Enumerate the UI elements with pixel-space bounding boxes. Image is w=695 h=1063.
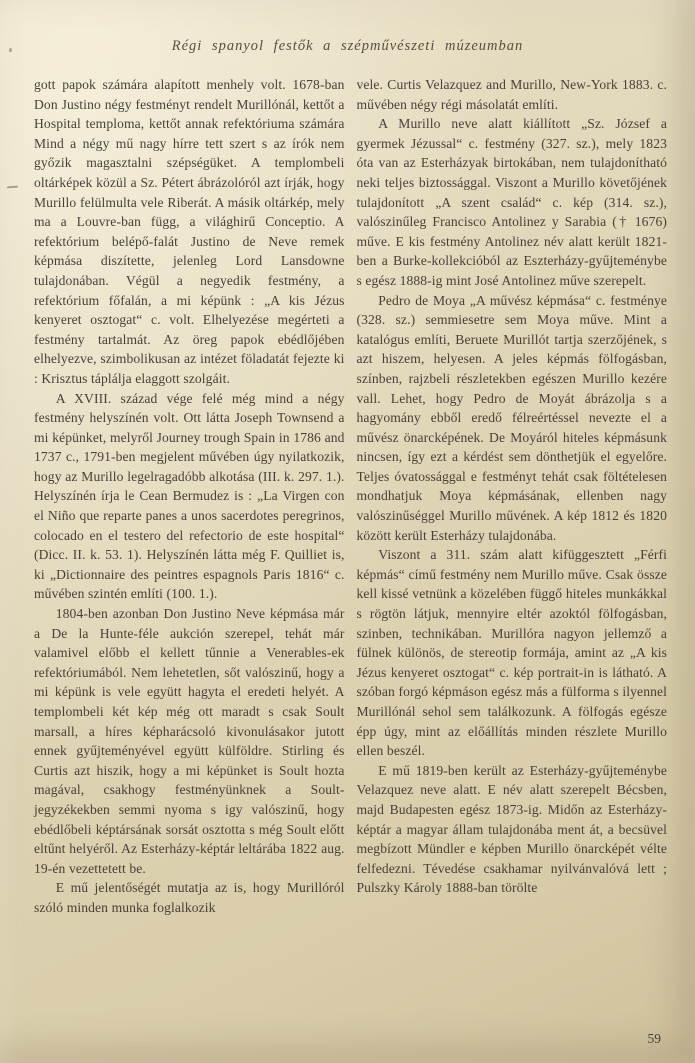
paragraph: A XVIII. század vége felé még mind a négy festmény helyszínén volt. Ott látta Joseph Townsend a mi képünket, melyről Journey trough Spain in 1786 and 1737 c., 1791-ben megjelent művében úgy nyilatkozik, hogy az Murillo legelragadóbb alkotása (III. k. 297. 1.). Helyszínén írja le Cean Bermudez is : „La Virgen con el Niño que reparte panes a unos sacerdotes peregrinos, colocado en el testero del refectorio de este hospital“ (Dicc. II. k. 53. 1). Helyszínén látta még F. Quilliet is, ki „Dictionnaire des peintres espagnols Paris 1816“ c. művében szintén említi (100. 1.).	[34, 390, 345, 602]
page-number: 59	[647, 1031, 661, 1046]
right-column	[357, 75, 668, 918]
paragraph: E mű 1819-ben került az Esterházy-gyűjteménybe Velazquez neve alatt. E név alatt szerepelt Bécsben, majd Budapesten egész 1873-ig. Midőn az Esterházy-képtár a magyar állam tulajdonába ment át, a becsüvel megbízott Mündler e képben Murillo önarcképét vélte felfedezni. Tévedése csakhamar nyilvánvalóvá lett ; Pulszky Károly 1888-ban törölte	[356, 762, 667, 896]
text-columns	[0, 55, 695, 918]
running-header: Régi spanyol festők a szépművészeti múzeumban	[171, 38, 524, 54]
paragraph: A Murillo neve alatt kiállított „Sz. József a gyermek Jézussal“ c. festmény (327. sz.), mely 1823 óta van az Esterházyak birtokában, nem tulajdonítható neki teljes biztossággal. Viszont a Murillo követőjének tulajdonított „A szent család“ c. kép (314. sz.), valószinűleg Francisco Antolinez y Sarabia († 1676) műve. E kis festmény Antolinez név alatt került 1821-ben a Burke-kollekcióból az Eszterházy-gyűjteménybe s egész 1888-ig mint José Antolinez műve szerepelt.	[356, 116, 667, 288]
paragraph: gott papok számára alapított menhely volt. 1678-ban Don Justino négy festményt rendelt Murillónál, kettőt a Hospital temploma, kettőt annak refektóriuma számára Mind a négy mű nagy hírre tett szert s az írók nem győzik magasztalni szépségüket. A templombeli oltárképek közül a Sz. Pétert ábrázolóról azt írják, hogy Murillo felülmulta vele Riberát. A másik oltárkép, mely ma a Louvre-ban függ, a világhirű Conceptio. A refektórium belépő-falát Justino de Neve remek képmása diszítette, jelenleg Lord Lansdowne tulajdonában. Végül a negyedik festmény, a refektórium főfalán, a mi képünk : „A kis Jézus kenyeret osztogat“ c. volt. Elhelyezése megérteti a festmény tartalmát. Az öreg papok ebédlőjében elhelyezve, szimbolikusan az intézet föladatát fejezte ki : Krisztus táplálja elaggott szolgáit.	[34, 77, 345, 386]
paragraph: 1804-ben azonban Don Justino Neve képmása már a De la Hunte-féle aukción szerepel, tehát már valamivel előbb el kellett tűnnie a Venerables-ek refektóriumából. Nem lehetetlen, sőt valószinű, hogy a mi képünk is vele együtt hagyta el eredeti helyét. A templombeli két kép még ott maradt s csak Soult marsall, a híres képharácsoló kivonulásakor jutott ennek gyűjteményével együtt külföldre. Stirling és Curtis azt hiszik, hogy a mi képünket is Soult hozta magával, csakhogy festményünknek a Soult-jegyzékekben semmi nyoma s igy valószinű, hogy ebédlőbeli képtársának sorsát osztotta s még Soult előtt eltűnt helyéről. Az Esterházy-képtár leltárába 1822 aug. 19-én vezettetett be.	[34, 606, 345, 876]
paragraph: vele. Curtis Velazquez and Murillo, New-York 1883. c. művében négy régi másolatát említi.	[356, 77, 667, 112]
paragraph: Pedro de Moya „A művész képmása“ c. festménye (328. sz.) semmiesetre sem Moya műve. Mint a katalógus említi, Beruete Murillót tartja szerzőjének, s azt hiszem, helyesen. A jeles képmás fölfogásban, színben, rajzbeli részletekben egészen Murillo kezére vall. Lehet, hogy Pedro de Moyát ábrázolja s a hagyomány ebből eredő félreértéssel nevezte el a művész önarcképének. De Moyáról hiteles képmásunk nincsen, így ezt a kérdést sem dönthetjük el egyelőre. Teljes óvatossággal e festményt tehát csak föltételesen mondhatjuk Moya képmásának, ellenben nagy valószinűséggel Murillo művének. A kép 1812 és 1820 között került Esterházy tulajdonába.	[356, 292, 667, 543]
paragraph: Viszont a 311. szám alatt kifüggesztett „Férfi képmás“ című festmény nem Murillo műve. Csak össze kell kissé vetnünk a közelében függő hiteles munkákkal s rögtön látjuk, mennyire eltér azoktól fölfogásban, szinben, technikában. Murillóra nagyon jellemző a fülnek különös, de stereotip formája, amint az „A kis Jézus kenyeret osztogat“ c. kép portrait-in is látható. A szóban forgó képmáson egész más a fülforma s ilyennel Murillónál sehol sem találkozunk. A fölfogás egésze épp úgy, mint az előállítás minden részlete Murillo ellen beszél.	[356, 547, 667, 759]
left-column	[34, 75, 345, 918]
paragraph: E mű jelentőségét mutatja az is, hogy Murillóról szóló minden munka foglalkozik	[34, 880, 345, 915]
paper-speck	[9, 48, 12, 52]
